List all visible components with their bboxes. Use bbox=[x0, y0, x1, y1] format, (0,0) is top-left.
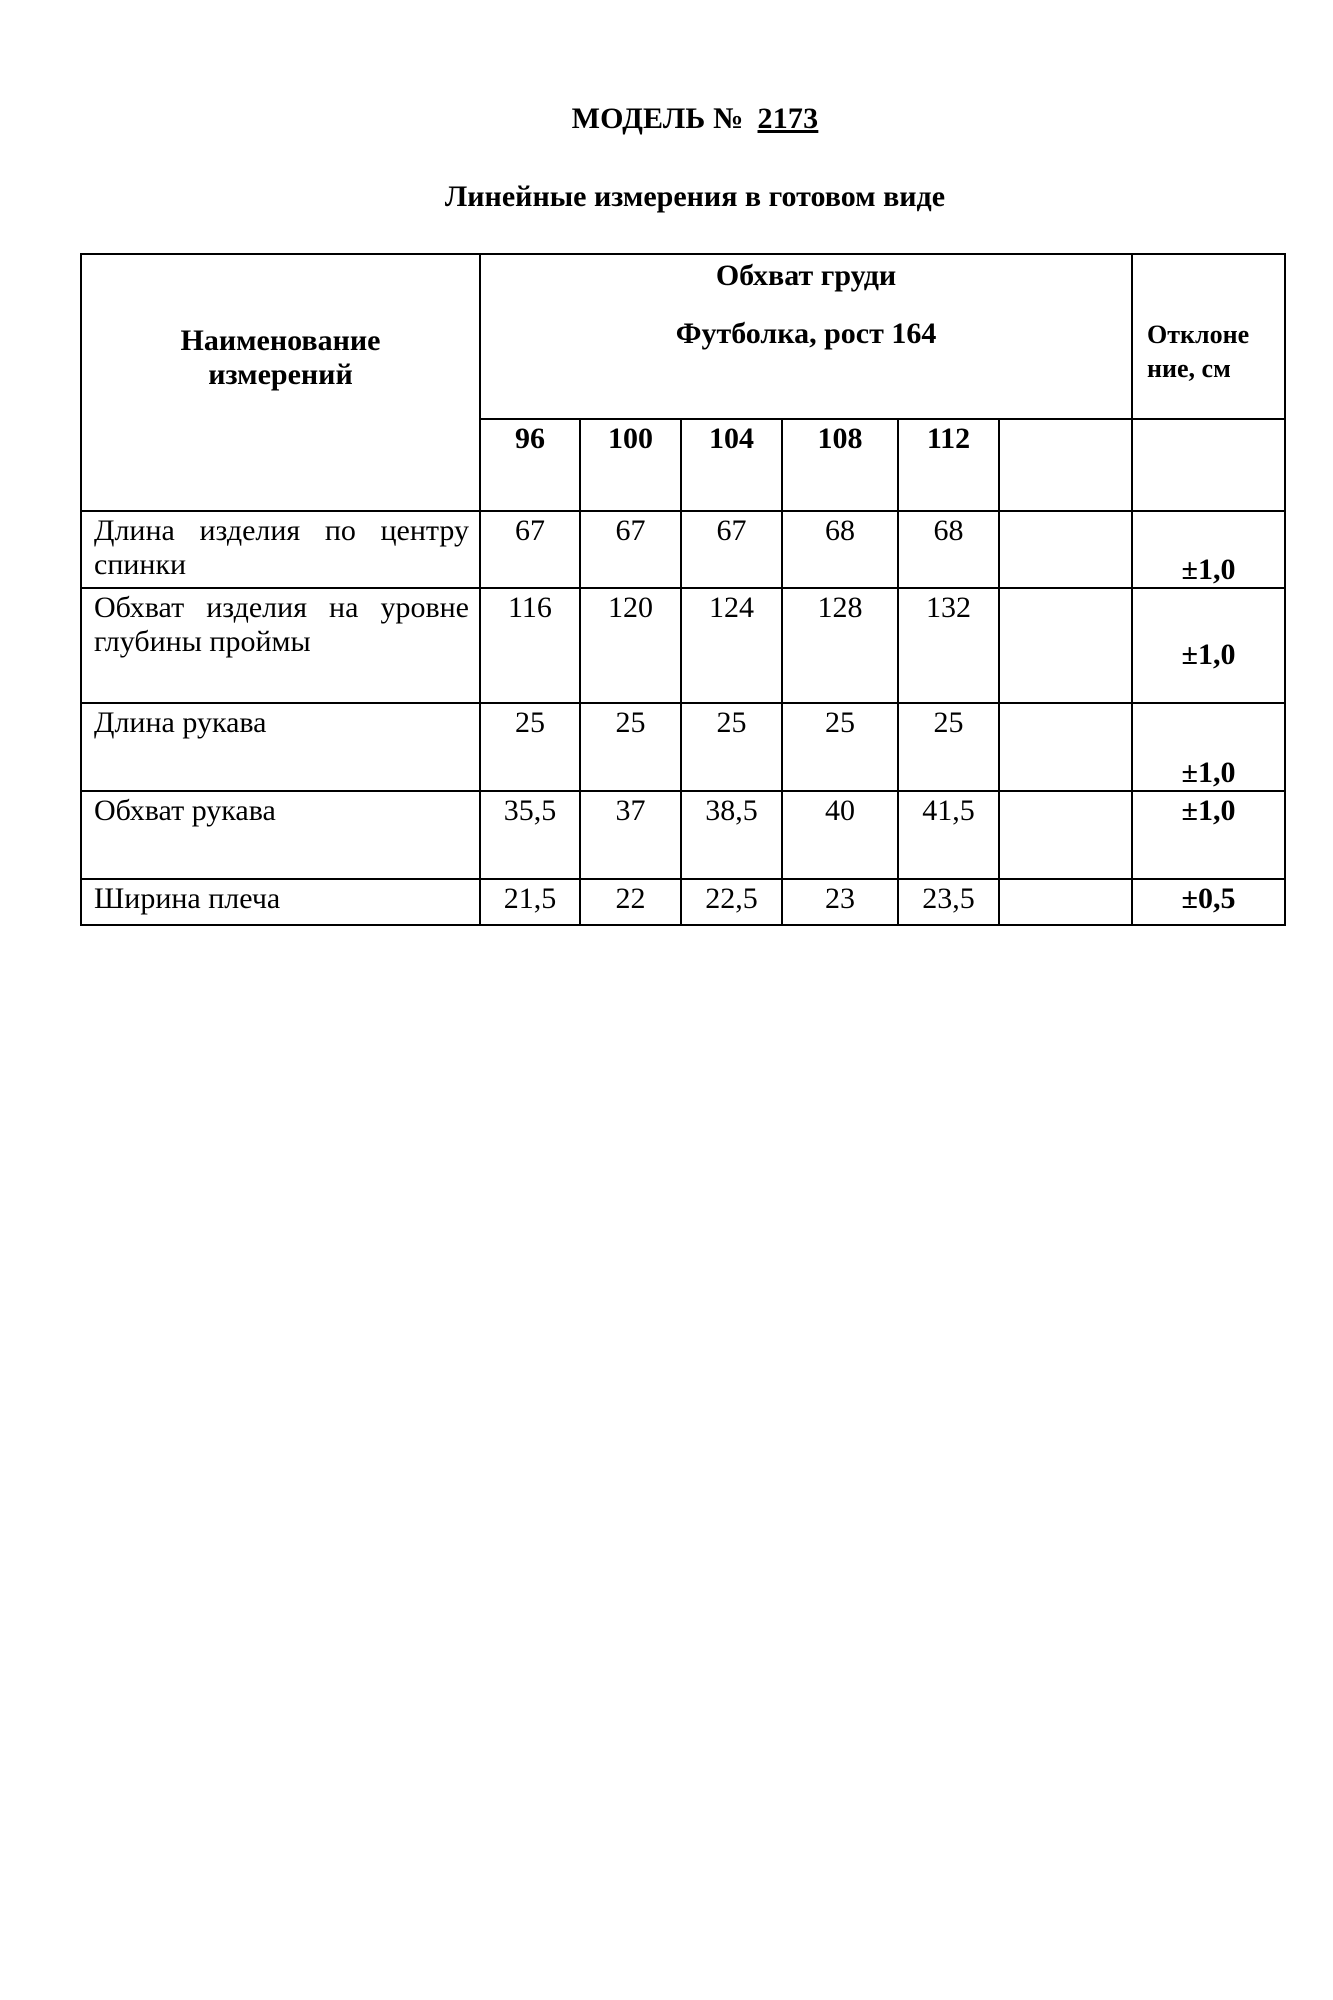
table-cell: 128 bbox=[782, 588, 898, 703]
table-cell: 68 bbox=[782, 511, 898, 588]
table-cell: 116 bbox=[480, 588, 580, 703]
column-header-deviation: Отклоне ние, см bbox=[1132, 254, 1285, 419]
deviation-cell: ±1,0 bbox=[1132, 703, 1285, 791]
table-cell bbox=[999, 879, 1132, 925]
table-cell: 25 bbox=[782, 703, 898, 791]
table-cell: 22 bbox=[580, 879, 681, 925]
table-cell: 21,5 bbox=[480, 879, 580, 925]
column-header-chest-girth: Обхват груди Футболка, рост 164 bbox=[480, 254, 1132, 419]
row-name: Длина рукава bbox=[81, 703, 480, 791]
table-cell bbox=[999, 791, 1132, 879]
table-cell bbox=[999, 588, 1132, 703]
table-cell: 132 bbox=[898, 588, 999, 703]
table-cell bbox=[999, 511, 1132, 588]
model-label: МОДЕЛЬ № bbox=[571, 102, 744, 135]
table-cell: 40 bbox=[782, 791, 898, 879]
table-cell: 41,5 bbox=[898, 791, 999, 879]
size-header: 108 bbox=[782, 419, 898, 511]
table-cell: 67 bbox=[580, 511, 681, 588]
row-name: Длина изделия по центру спинки bbox=[81, 511, 480, 588]
table-cell bbox=[999, 703, 1132, 791]
size-header: 96 bbox=[480, 419, 580, 511]
deviation-cell: ±1,0 bbox=[1132, 511, 1285, 588]
page-subtitle: Линейные измерения в готовом виде bbox=[444, 180, 946, 213]
deviation-cell: ±1,0 bbox=[1132, 791, 1285, 879]
row-name: Обхват рукава bbox=[81, 791, 480, 879]
table-cell: 22,5 bbox=[681, 879, 782, 925]
table-cell: 38,5 bbox=[681, 791, 782, 879]
model-number: 2173 bbox=[757, 102, 819, 135]
table-cell: 25 bbox=[480, 703, 580, 791]
table-cell: 25 bbox=[681, 703, 782, 791]
table-row bbox=[81, 588, 1285, 703]
size-header: 112 bbox=[898, 419, 999, 511]
size-header: 104 bbox=[681, 419, 782, 511]
row-name: Обхват изделия на уровне глубины проймы bbox=[81, 588, 480, 703]
table-cell: 35,5 bbox=[480, 791, 580, 879]
table-row bbox=[81, 879, 1285, 925]
deviation-cell: ±0,5 bbox=[1132, 879, 1285, 925]
table-cell: 67 bbox=[480, 511, 580, 588]
table-cell: 25 bbox=[580, 703, 681, 791]
table-cell: 124 bbox=[681, 588, 782, 703]
table-cell: 25 bbox=[898, 703, 999, 791]
table-row bbox=[81, 511, 1285, 588]
table-row bbox=[81, 791, 1285, 879]
table-row bbox=[81, 703, 1285, 791]
table-cell: 23 bbox=[782, 879, 898, 925]
size-header bbox=[999, 419, 1132, 511]
table-cell: 120 bbox=[580, 588, 681, 703]
size-header: 100 bbox=[580, 419, 681, 511]
column-header-name: Наименование измерений bbox=[81, 254, 480, 511]
row-name: Ширина плеча bbox=[81, 879, 480, 925]
deviation-cell: ±1,0 bbox=[1132, 588, 1285, 703]
measurement-table bbox=[80, 253, 1286, 926]
page-title bbox=[0, 102, 1333, 136]
table-cell: 67 bbox=[681, 511, 782, 588]
table-cell: 23,5 bbox=[898, 879, 999, 925]
deviation-size-cell bbox=[1132, 419, 1285, 511]
table-cell: 37 bbox=[580, 791, 681, 879]
table-cell: 68 bbox=[898, 511, 999, 588]
